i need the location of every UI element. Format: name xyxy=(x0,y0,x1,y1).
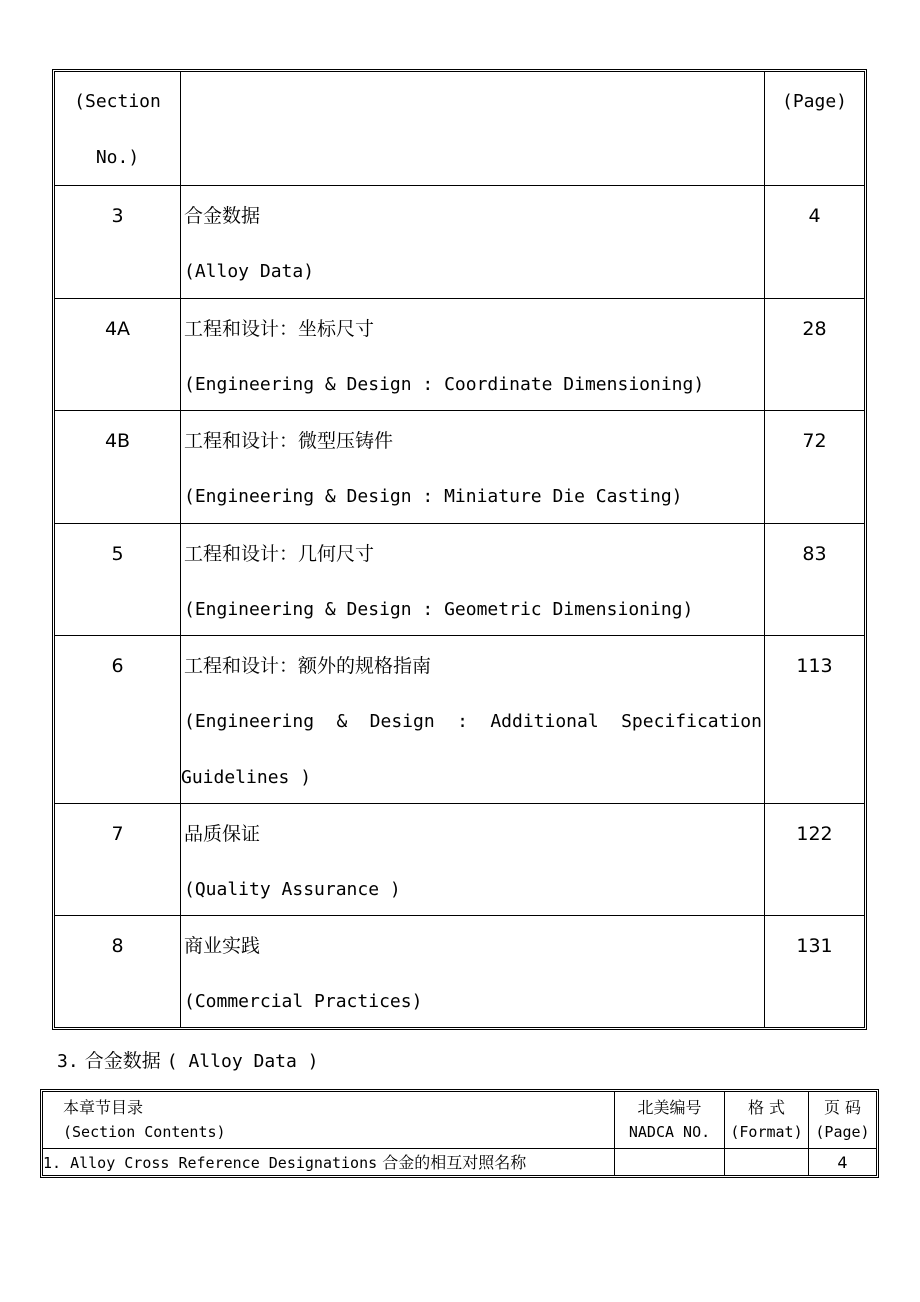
section-contents-table xyxy=(40,1089,879,1178)
header-section-line1: (Section xyxy=(74,91,161,112)
section-number: 7 xyxy=(111,823,124,845)
section-title-cell xyxy=(181,636,765,803)
contents-header-row xyxy=(43,1092,876,1149)
contents-page: 4 xyxy=(837,1153,848,1172)
page-number: 4 xyxy=(808,205,821,227)
section-title-cn: 工程和设计：坐标尺寸 xyxy=(184,318,375,340)
section-title-cn: 工程和设计：额外的规格指南 xyxy=(184,655,432,677)
contents-header-col3-en: (Format) xyxy=(730,1123,803,1141)
title-word: (Engineering xyxy=(184,711,315,732)
section-title-cell xyxy=(181,524,765,635)
contents-header-col1-en: (Section Contents) xyxy=(63,1123,226,1141)
section-title-cn: 合金数据 xyxy=(184,205,261,227)
contents-header-col3 xyxy=(725,1092,809,1148)
section-title-en: (Engineering & Design : Geometric Dimensioning) xyxy=(184,599,694,620)
section-number-cell xyxy=(55,524,181,635)
contents-item-en: 1. Alloy Cross Reference Designations xyxy=(43,1154,378,1172)
section-title-en: (Quality Assurance ) xyxy=(184,879,401,900)
contents-header-col3-cn: 格 式 xyxy=(747,1098,786,1117)
contents-header-col4 xyxy=(809,1092,876,1148)
title-word: : xyxy=(457,711,468,732)
section-number: 4A xyxy=(104,318,131,340)
section-number: 3 xyxy=(111,205,124,227)
table-row xyxy=(55,803,864,915)
page-number: 83 xyxy=(802,543,827,565)
section-title-cn: 商业实践 xyxy=(184,935,261,957)
title-word: & xyxy=(336,711,348,732)
chapter-title-cn: 合金数据 xyxy=(84,1050,161,1072)
section-number-cell xyxy=(55,636,181,803)
section-number-cell xyxy=(55,411,181,523)
section-number-cell xyxy=(55,299,181,410)
contents-item xyxy=(43,1149,614,1175)
page-number-cell xyxy=(765,411,864,523)
chapter-heading xyxy=(57,1046,319,1073)
table-row xyxy=(55,523,864,635)
table-row xyxy=(55,635,864,803)
contents-header-col2 xyxy=(615,1092,725,1148)
header-title xyxy=(184,72,764,128)
section-title-cell xyxy=(181,804,765,915)
section-title-en xyxy=(181,692,764,748)
header-section-cell xyxy=(55,72,181,185)
header-page-cell xyxy=(765,72,864,185)
contents-nadca xyxy=(615,1149,724,1175)
section-number: 5 xyxy=(111,543,124,565)
contents-header-col1 xyxy=(43,1092,615,1148)
section-title-en: (Commercial Practices) xyxy=(184,991,423,1012)
contents-item-cn: 合金的相互对照名称 xyxy=(382,1153,527,1172)
section-title-cell xyxy=(181,916,765,1027)
page-number-cell xyxy=(765,299,864,410)
section-title-cell xyxy=(181,186,765,298)
page-number: 72 xyxy=(802,430,827,452)
header-page: (Page) xyxy=(781,91,848,112)
page-number: 122 xyxy=(796,823,833,845)
page-number-cell xyxy=(765,916,864,1027)
section-number: 6 xyxy=(111,655,124,677)
title-word: Design xyxy=(369,711,435,732)
table-row xyxy=(55,185,864,298)
section-title-en: (Engineering & Design : Miniature Die Casting) xyxy=(184,486,683,507)
page-number-cell xyxy=(765,636,864,803)
contents-page-cell xyxy=(809,1149,876,1175)
chapter-title-en: ( Alloy Data ) xyxy=(166,1051,319,1072)
header-title-cell xyxy=(181,72,765,185)
section-title-cn: 工程和设计：微型压铸件 xyxy=(184,430,394,452)
contents-header-col2-en: NADCA NO. xyxy=(628,1123,711,1141)
page-number: 28 xyxy=(802,318,827,340)
section-number: 8 xyxy=(111,935,124,957)
chapter-number: 3. xyxy=(57,1051,79,1072)
contents-item-cell xyxy=(43,1149,615,1175)
page-number: 113 xyxy=(796,655,833,677)
table-row xyxy=(55,298,864,410)
table-row xyxy=(43,1149,876,1175)
table-row xyxy=(55,915,864,1027)
table-header-row xyxy=(55,72,864,185)
contents-format xyxy=(725,1149,808,1175)
table-row xyxy=(55,410,864,523)
section-title-cell xyxy=(181,411,765,523)
title-word: Specification xyxy=(621,711,762,732)
page-number-cell xyxy=(765,186,864,298)
section-title-en: (Engineering & Design : Coordinate Dimensioning) xyxy=(184,374,705,395)
title-word: Additional xyxy=(490,711,599,732)
section-number: 4B xyxy=(104,430,131,452)
section-number-cell xyxy=(55,804,181,915)
section-title-cn: 品质保证 xyxy=(184,823,261,845)
contents-header-col1-cn: 本章节目录 xyxy=(63,1098,144,1117)
section-number-cell xyxy=(55,186,181,298)
section-title-cell xyxy=(181,299,765,410)
page-number-cell xyxy=(765,804,864,915)
contents-header-col4-en: (Page) xyxy=(815,1123,870,1141)
page-number-cell xyxy=(765,524,864,635)
header-section-line2: No.) xyxy=(95,147,140,168)
page-number: 131 xyxy=(796,935,833,957)
section-title-cn: 工程和设计：几何尺寸 xyxy=(184,543,375,565)
section-title-en-line2: Guidelines ) xyxy=(181,767,312,788)
contents-header-col4-cn: 页 码 xyxy=(823,1098,862,1117)
section-number-cell xyxy=(55,916,181,1027)
contents-format-cell xyxy=(725,1149,809,1175)
section-title-en: (Alloy Data) xyxy=(184,261,315,282)
contents-nadca-cell xyxy=(615,1149,725,1175)
section-index-table xyxy=(52,69,867,1030)
contents-header-col2-cn: 北美编号 xyxy=(637,1098,702,1117)
